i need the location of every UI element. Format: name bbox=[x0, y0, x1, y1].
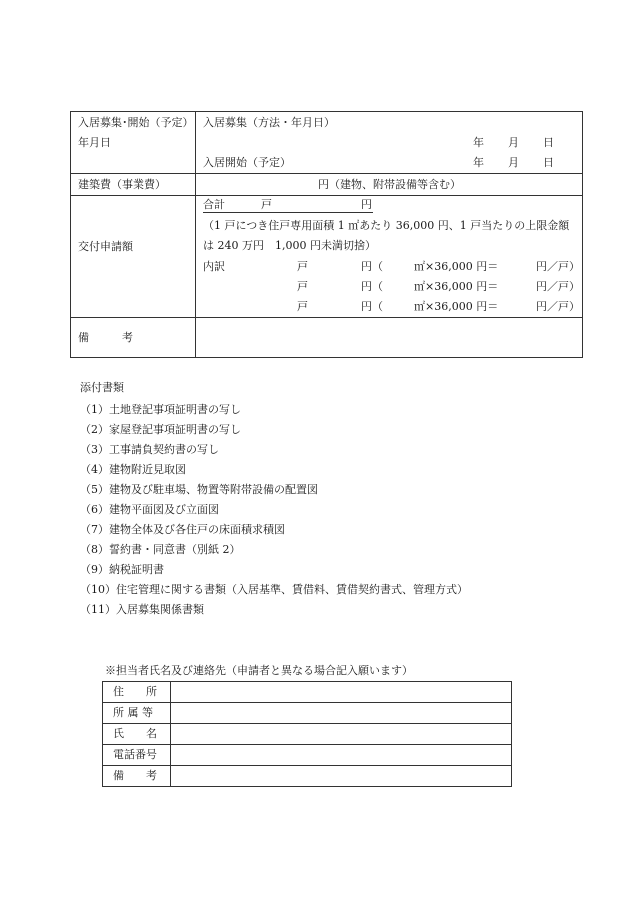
total-label: 合計 bbox=[203, 198, 225, 211]
day-label: 日 bbox=[543, 156, 554, 169]
breakdown-rate: ㎡×36,000 円＝ bbox=[414, 260, 499, 273]
attachment-item: （8）誓約書・同意書（別紙 2） bbox=[80, 543, 241, 556]
breakdown-household-unit: 戸 bbox=[297, 260, 308, 273]
breakdown-rate: ㎡×36,000 円＝ bbox=[414, 300, 499, 313]
total-underline bbox=[203, 212, 373, 213]
breakdown-yen-unit: 円（ bbox=[361, 260, 383, 273]
attachment-item: （7）建物全体及び各住戸の床面積求積図 bbox=[80, 523, 285, 536]
breakdown-household-unit: 戸 bbox=[297, 300, 308, 313]
table-row-divider bbox=[70, 173, 583, 174]
contact-row-divider bbox=[102, 744, 512, 745]
contact-remarks-label: 備 考 bbox=[113, 769, 157, 782]
contact-border-top bbox=[102, 681, 512, 682]
contact-phone-label: 電話番号 bbox=[113, 748, 157, 761]
contact-address-label: 住 所 bbox=[113, 685, 157, 698]
total-household-unit: 戸 bbox=[261, 198, 272, 211]
attachment-item: （4）建物附近見取図 bbox=[80, 463, 186, 476]
table-border-left bbox=[70, 111, 71, 358]
building-cost-label: 建築費（事業費） bbox=[78, 178, 166, 191]
table-column-divider bbox=[195, 111, 196, 358]
breakdown-yen-unit: 円（ bbox=[361, 300, 383, 313]
contact-row-divider bbox=[102, 723, 512, 724]
attachment-item: （9）納税証明書 bbox=[80, 563, 164, 576]
attachment-item: （5）建物及び駐車場、物置等附帯設備の配置図 bbox=[80, 483, 318, 496]
building-cost-value: 円（建物、附帯設備等含む） bbox=[318, 178, 461, 191]
attachments-title: 添付書類 bbox=[80, 381, 124, 394]
contact-row-divider bbox=[102, 765, 512, 766]
breakdown-per-household: 円／戸） bbox=[536, 300, 580, 313]
contact-affiliation-label: 所 属 等 bbox=[113, 706, 153, 719]
recruit-date-label: 年月日 bbox=[78, 136, 111, 149]
attachment-item: （1）土地登記事項証明書の写し bbox=[80, 403, 241, 416]
contact-name-label: 氏 名 bbox=[113, 727, 157, 740]
remarks-label: 備 考 bbox=[78, 331, 133, 344]
table-row-divider bbox=[70, 195, 583, 196]
attachment-item: （2）家屋登記事項証明書の写し bbox=[80, 423, 241, 436]
breakdown-yen-unit: 円（ bbox=[361, 280, 383, 293]
year-label: 年 bbox=[473, 136, 484, 149]
breakdown-per-household: 円／戸） bbox=[536, 280, 580, 293]
contact-border-bottom bbox=[102, 786, 512, 787]
contact-border-left bbox=[102, 681, 103, 787]
grant-note-line-1: （1 戸につき住戸専用面積 1 ㎡あたり 36,000 円、1 戸当たりの上限金額 bbox=[203, 219, 570, 232]
breakdown-per-household: 円／戸） bbox=[536, 260, 580, 273]
move-in-start-label: 入居開始（予定） bbox=[203, 156, 291, 169]
recruit-method-label: 入居募集（方法・年月日） bbox=[203, 116, 335, 129]
grant-note-line-2: は 240 万円 1,000 円未満切捨） bbox=[203, 239, 376, 252]
year-label: 年 bbox=[473, 156, 484, 169]
contact-column-divider bbox=[170, 681, 171, 787]
month-label: 月 bbox=[508, 156, 519, 169]
contact-row-divider bbox=[102, 702, 512, 703]
table-row-divider bbox=[70, 317, 583, 318]
breakdown-label: 内訳 bbox=[203, 260, 225, 273]
table-border-right bbox=[582, 111, 583, 358]
recruit-start-label: 入居募集･開始（予定） bbox=[78, 116, 194, 129]
total-yen-unit: 円 bbox=[361, 198, 372, 211]
attachment-item: （11）入居募集関係書類 bbox=[80, 603, 204, 616]
contact-title: ※担当者氏名及び連絡先（申請者と異なる場合記入願います） bbox=[105, 664, 413, 677]
month-label: 月 bbox=[508, 136, 519, 149]
grant-amount-label: 交付申請額 bbox=[78, 240, 133, 253]
table-border-bottom bbox=[70, 357, 583, 358]
attachment-item: （3）工事請負契約書の写し bbox=[80, 443, 219, 456]
attachment-item: （10）住宅管理に関する書類（入居基準、賃借料、賃借契約書式、管理方式） bbox=[80, 583, 468, 596]
attachment-item: （6）建物平面図及び立面図 bbox=[80, 503, 219, 516]
breakdown-household-unit: 戸 bbox=[297, 280, 308, 293]
table-border-top bbox=[70, 111, 583, 112]
day-label: 日 bbox=[543, 136, 554, 149]
breakdown-rate: ㎡×36,000 円＝ bbox=[414, 280, 499, 293]
contact-border-right bbox=[511, 681, 512, 787]
